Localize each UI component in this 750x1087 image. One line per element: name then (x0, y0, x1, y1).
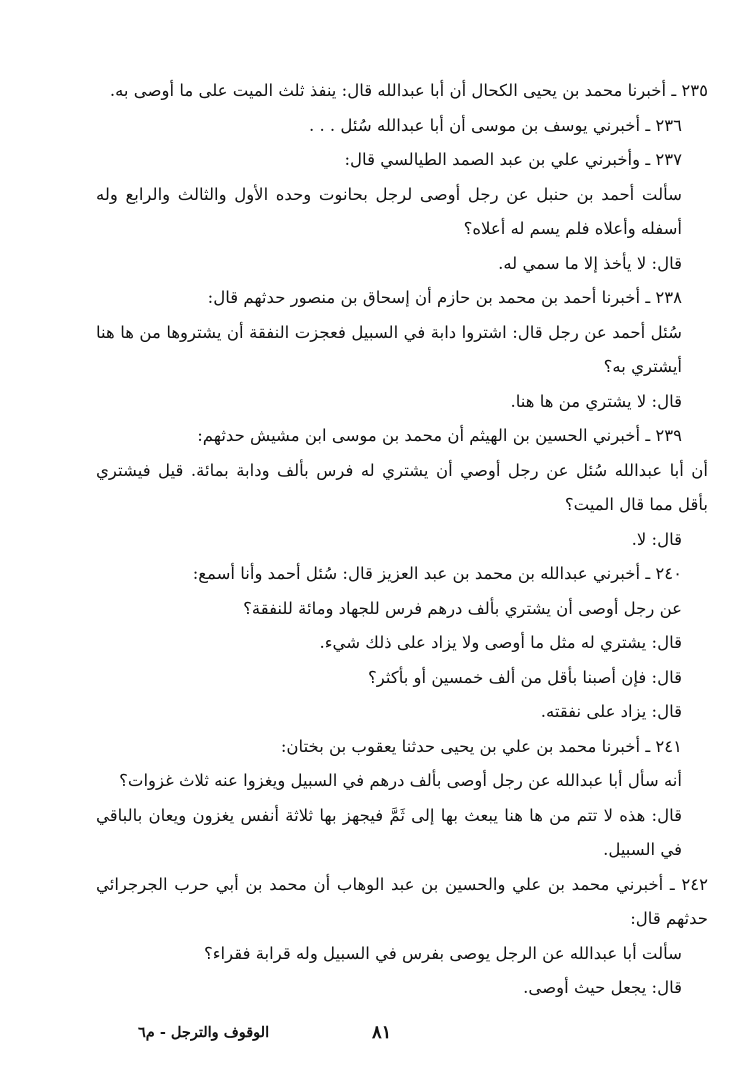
paragraph-question: أن أبا عبدالله سُئل عن رجل أوصي أن يشتري له فرس بألف ودابة بمائة. قيل فيشتري بأقل مما قال الميت؟ (96, 460, 708, 514)
paragraph-followup: قال: فإن أصبنا بأقل من ألف خمسين أو بأكثر؟ (368, 667, 682, 687)
paragraph-242: ٢٤٢ ـ أخبرني محمد بن علي والحسين بن عبد الوهاب أن محمد بن أبي حرب الجرجرائي حدثهم قال: (96, 874, 708, 928)
paragraph-answer: قال: يشتري له مثل ما أوصى ولا يزاد على ذلك شيء. (319, 633, 682, 652)
paragraph-237: ٢٣٧ ـ وأخبرني علي بن عبد الصمد الطيالسي قال: (344, 150, 682, 169)
paragraph-235: ٢٣٥ ـ أخبرنا محمد بن يحيى الكحال أن أبا عبدالله قال: ينفذ ثلث الميت على ما أوصى به. (109, 81, 708, 100)
paragraph-answer: قال: يجعل حيث أوصى. (523, 978, 682, 997)
paragraph-question: عن رجل أوصى أن يشتري بألف درهم فرس للجهاد ومائة للنفقة؟ (243, 598, 682, 618)
paragraph-239: ٢٣٩ ـ أخبرني الحسين بن الهيثم أن محمد بن موسى ابن مشيش حدثهم: (197, 426, 682, 445)
paragraph-answer: قال: يزاد على نفقته. (540, 702, 682, 721)
paragraph-question: سألت أبا عبدالله عن الرجل يوصى بفرس في السبيل وله قرابة فقراء؟ (204, 943, 682, 963)
paragraph-question: سُئل أحمد عن رجل قال: اشتروا دابة في السبيل فعجزت النفقة أن يشتروها من ها هنا أيشتري به؟ (96, 322, 682, 376)
page-number: ٨١ (372, 1022, 392, 1043)
paragraph-240: ٢٤٠ ـ أخبرني عبدالله بن محمد بن عبد العزيز قال: سُئل أحمد وأنا أسمع: (192, 564, 682, 583)
paragraph-answer: قال: لا يأخذ إلا ما سمي له. (498, 253, 682, 273)
paragraph-236: ٢٣٦ ـ أخبرني يوسف بن موسى أن أبا عبدالله سُئل . . . (308, 115, 682, 135)
footer-signature-label: الوقوف والترجل - م٦ (138, 1024, 270, 1041)
text-block (96, 74, 708, 1006)
paragraph-238: ٢٣٨ ـ أخبرنا أحمد بن محمد بن حازم أن إسحاق بن منصور حدثهم قال: (207, 288, 682, 307)
paragraph-answer: قال: هذه لا تتم من ها هنا يبعث بها إلى ثَمَّ فيجهز بها ثلاثة أنفس يغزون ويعان بالباقي في السبيل. (96, 805, 682, 859)
paragraph-241: ٢٤١ ـ أخبرنا محمد بن علي بن يحيى حدثنا يعقوب بن بختان: (280, 736, 682, 756)
paragraph-question: أنه سأل أبا عبدالله عن رجل أوصى بألف درهم في السبيل ويغزوا عنه ثلاث غزوات؟ (119, 771, 682, 790)
page-footer (0, 1022, 750, 1052)
paragraph-answer: قال: لا. (631, 529, 682, 549)
paragraph-question: سألت أحمد بن حنبل عن رجل أوصى لرجل بحانوت وحده الأول والثالث والرابع وله أسفله وأعلاه فلم يسم له أعلاه؟ (96, 184, 682, 238)
paragraph-answer: قال: لا يشتري من ها هنا. (510, 391, 682, 411)
